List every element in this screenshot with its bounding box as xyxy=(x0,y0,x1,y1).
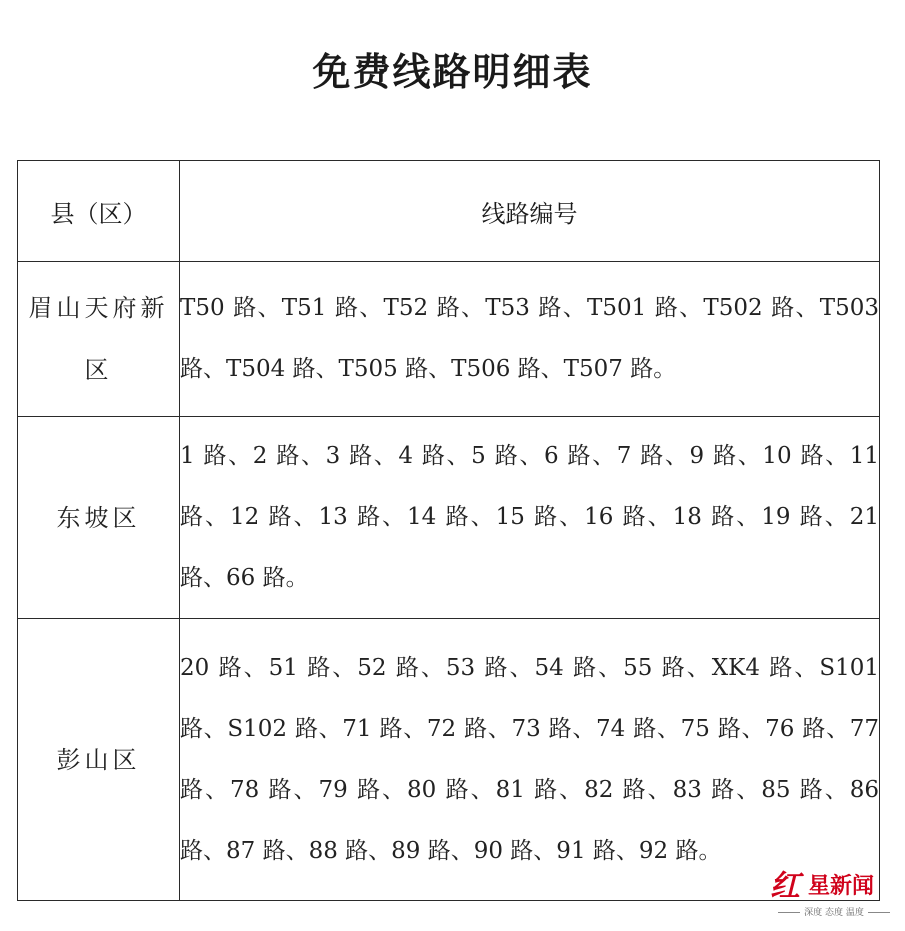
watermark-logo-mark: 红 xyxy=(770,869,800,904)
routes-cell: 20 路、51 路、52 路、53 路、54 路、55 路、XK4 路、S101 路、S102 路、71 路、72 路、73 路、74 路、75 路、76 路、77 路、78 路、79 路、80 路、81 路、82 路、83 路、85 路、86 路、87 路、88 路、89 路、90 路、91 路、92 路。 xyxy=(180,619,880,901)
watermark-brand: 星新闻 xyxy=(808,874,875,899)
routes-cell: T50 路、T51 路、T52 路、T53 路、T501 路、T502 路、T503 路、T504 路、T505 路、T506 路、T507 路。 xyxy=(180,262,880,417)
table-row xyxy=(18,262,880,417)
county-cell: 东坡区 xyxy=(18,417,180,619)
header-routes: 线路编号 xyxy=(180,161,880,262)
county-cell: 眉山天府新区 xyxy=(18,262,180,417)
table-row xyxy=(18,417,880,619)
news-watermark xyxy=(770,868,898,924)
table-header-row xyxy=(18,161,880,262)
table-row xyxy=(18,619,880,901)
free-routes-table xyxy=(17,160,880,901)
document-title: 免费线路明细表 xyxy=(312,49,593,94)
header-county: 县（区） xyxy=(18,161,180,262)
county-cell: 彭山区 xyxy=(18,619,180,901)
routes-cell: 1 路、2 路、3 路、4 路、5 路、6 路、7 路、9 路、10 路、11 路、12 路、13 路、14 路、15 路、16 路、18 路、19 路、21 路、66 路。 xyxy=(180,417,880,619)
watermark-slogan: 深度 态度 温度 xyxy=(770,906,898,920)
